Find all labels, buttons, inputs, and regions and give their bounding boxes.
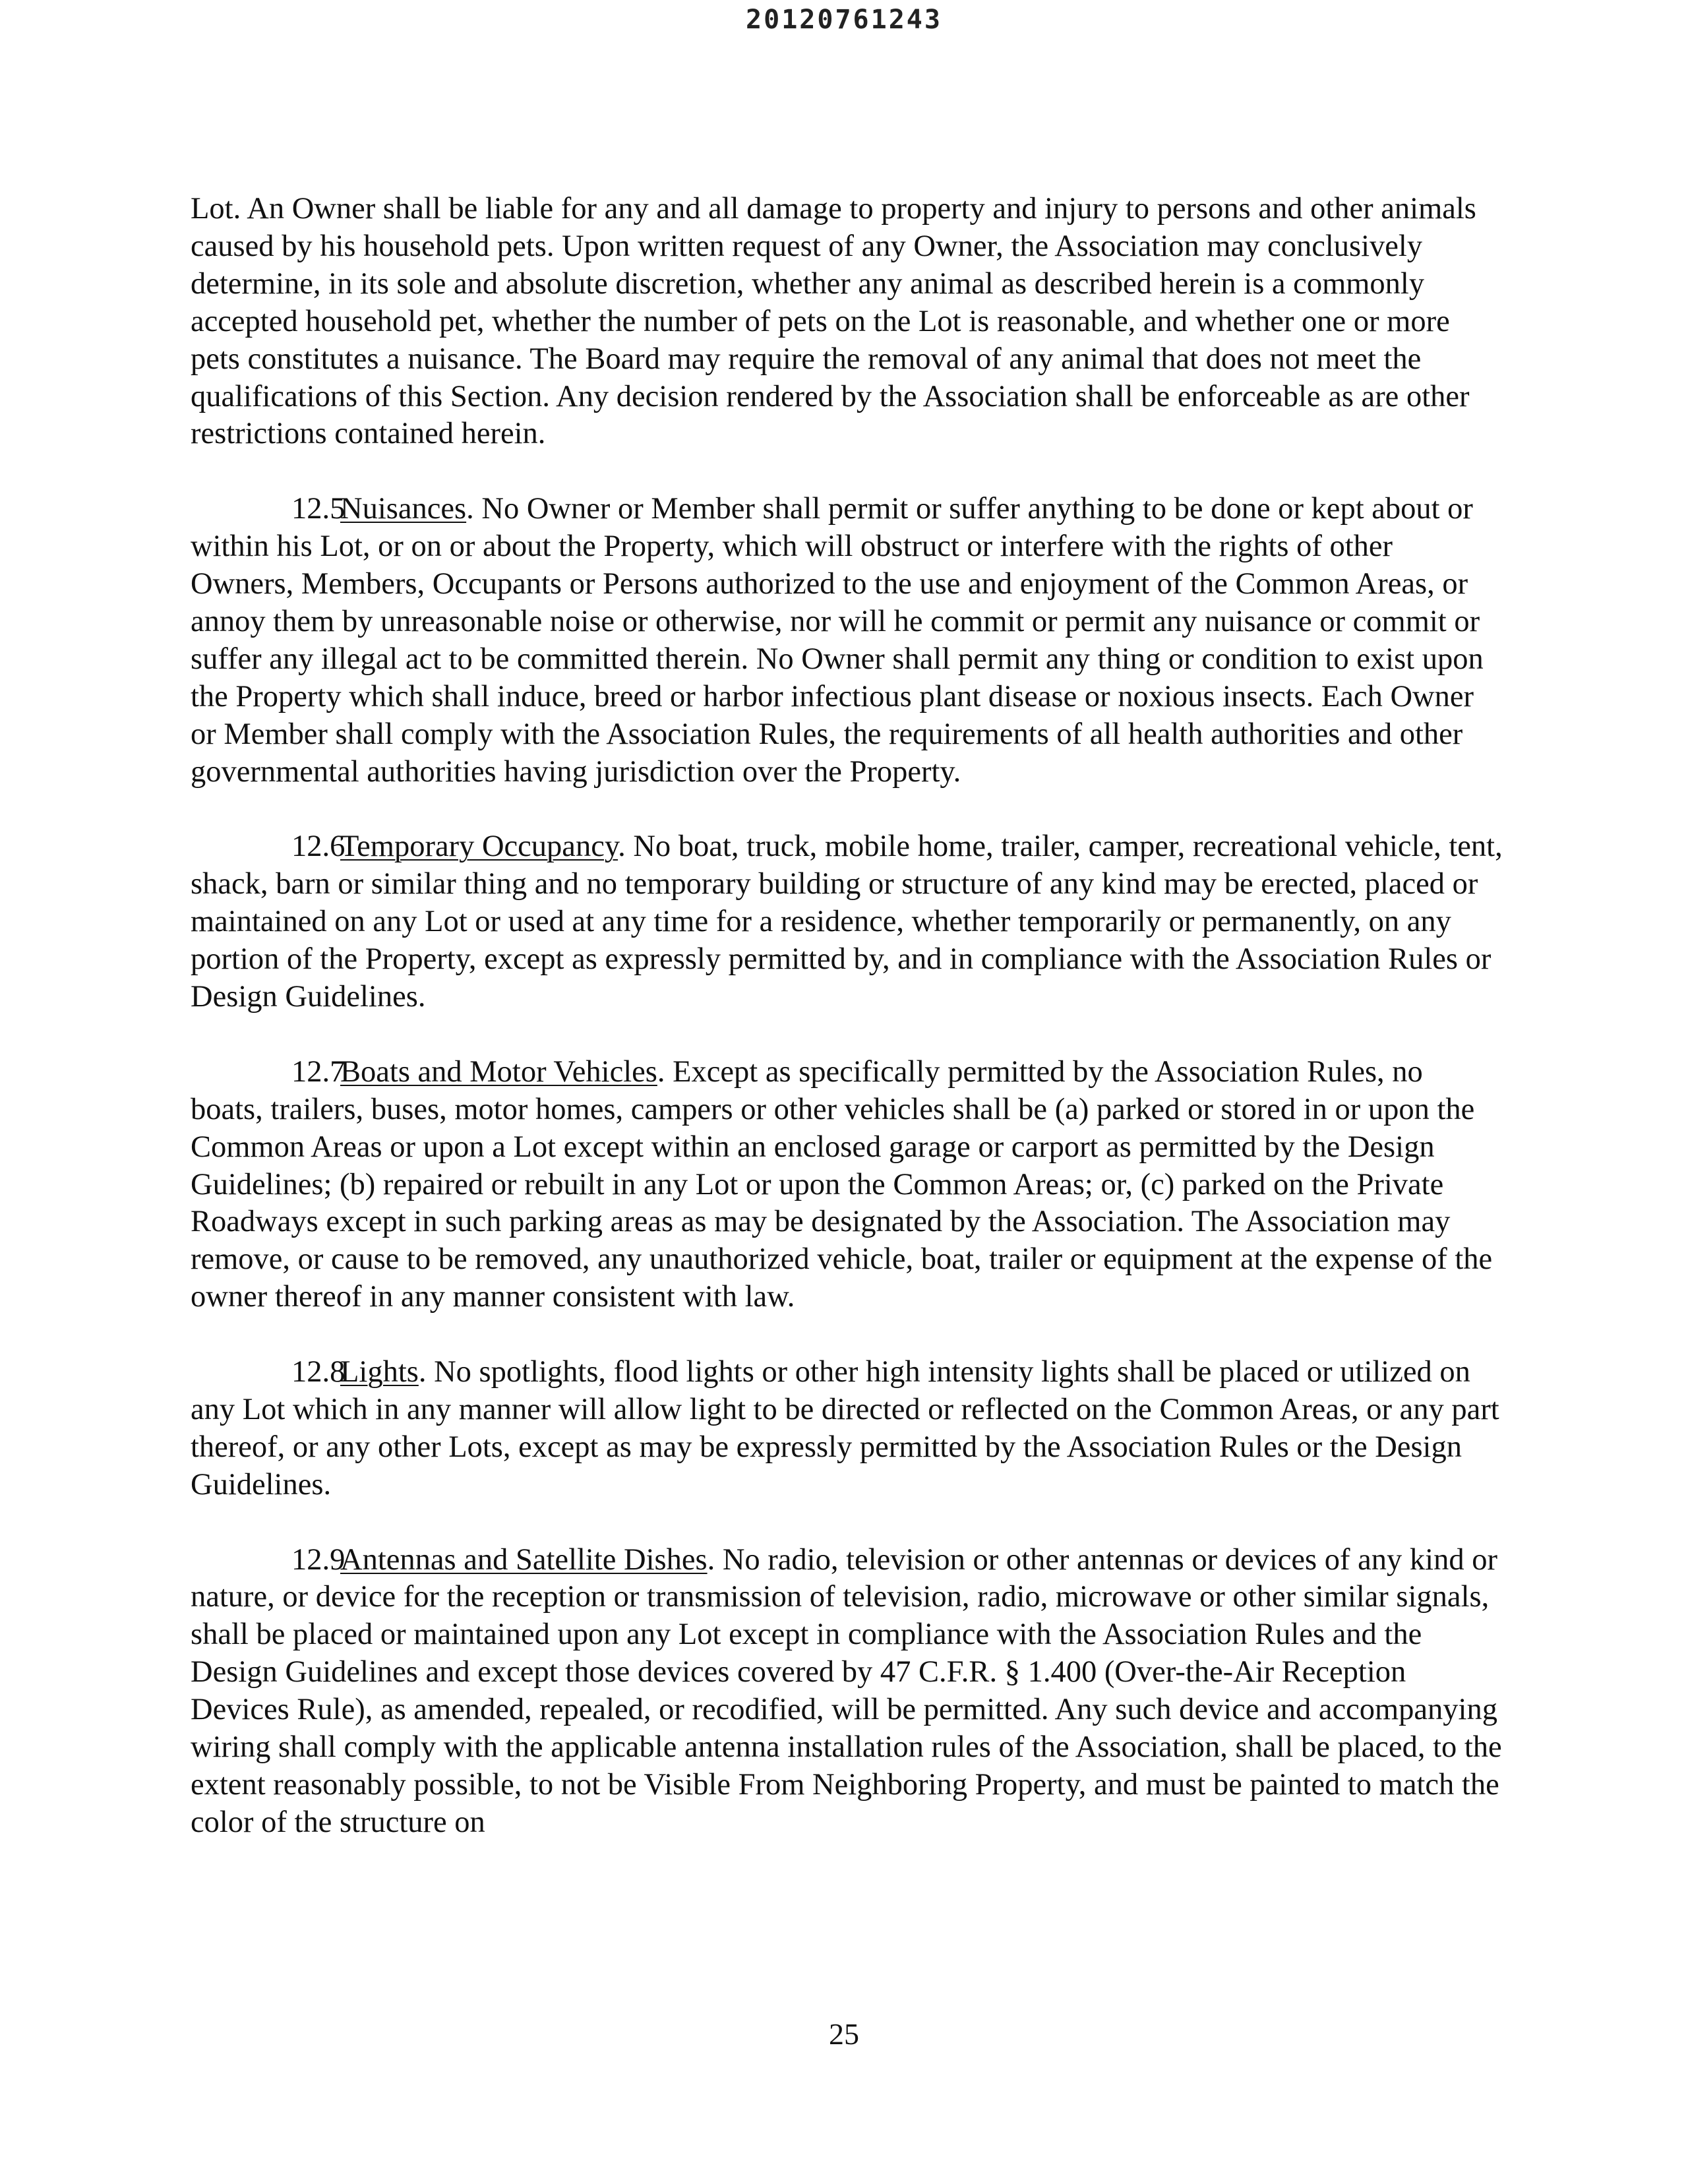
section-text: . No Owner or Member shall permit or suffer anything to be done or kept about or within his Lot, or on or about the Property, which will obstruct or interfere with the rights of other Owners, Members, Occupants or Persons authorized to the use and enjoyment of the Common Areas, or annoy them by unreasonable noise or otherwise, nor will he commit or permit any nuisance or commit or suffer any illegal act to be committed therein. No Owner shall permit any thing or condition to exist upon the Property which shall induce, breed or harbor infectious plant disease or noxious insects. Each Owner or Member shall comply with the Association Rules, the requirements of all health authorities and other governmental authorities having jurisdiction over the Property.: [191, 492, 1484, 789]
section-12-6-paragraph: [191, 828, 1503, 1016]
section-number: 12.9: [291, 1542, 346, 1577]
section-title-nuisances: Nuisances: [340, 492, 467, 526]
section-title-temporary-occupancy: Temporary Occupancy: [340, 830, 618, 864]
document-body: [191, 191, 1503, 1842]
section-text: . No radio, television or other antennas or devices of any kind or nature, or device for the reception or transmission of television, radio, microwave or other similar signals, shall be placed or maintained upon any Lot except in compliance with the Association Rules and the Design Guidelines and except those devices covered by 47 C.F.R. § 1.400 (Over-the-Air Reception Devices Rule), as amended, repealed, or recodified, will be permitted. Any such device and accompanying wiring shall comply with the applicable antenna installation rules of the Association, shall be placed, to the extent reasonably possible, to not be Visible From Neighboring Property, and must be painted to match the color of the structure on: [191, 1542, 1502, 1839]
section-text: . No boat, truck, mobile home, trailer, camper, recreational vehicle, tent, shack, barn or similar thing and no temporary building or structure of any kind may be erected, placed or maintained on any Lot or used at any time for a residence, whether temporarily or permanently, on any portion of the Property, except as expressly permitted by, and in compliance with the Association Rules or Design Guidelines.: [191, 830, 1503, 1014]
section-12-5-paragraph: [191, 491, 1503, 791]
section-title-boats-and-motor-vehicles: Boats and Motor Vehicles: [340, 1054, 657, 1089]
section-text: . Except as specifically permitted by the Association Rules, no boats, trailers, buses, motor homes, campers or other vehicles shall be (a) parked or stored in or upon the Common Areas or upon a Lot except within an enclosed garage or carport as permitted by the Design Guidelines; (b) repaired or rebuilt in any Lot or upon the Common Areas; or, (c) parked on the Private Roadways except in such parking areas as may be designated by the Association. The Association may remove, or cause to be removed, any unauthorized vehicle, boat, trailer or equipment at the expense of the owner thereof in any manner consistent with law.: [191, 1054, 1493, 1314]
section-number: 12.6: [291, 830, 346, 864]
document-number: 20120761243: [746, 5, 942, 35]
page-number: 25: [829, 2017, 859, 2051]
section-12-9-paragraph: [191, 1542, 1503, 1842]
section-number: 12.7: [291, 1054, 346, 1089]
section-number: 12.8: [291, 1355, 346, 1389]
section-number: 12.5: [291, 492, 346, 526]
intro-paragraph: Lot. An Owner shall be liable for any and all damage to property and injury to persons and other animals caused by his household pets. Upon written request of any Owner, the Association may conclusively determine, in its sole and absolute discretion, whether any animal as described herein is a commonly accepted household pet, whether the number of pets on the Lot is reasonable, and whether one or more pets constitutes a nuisance. The Board may require the removal of any animal that does not meet the qualifications of this Section. Any decision rendered by the Association shall be enforceable as are other restrictions contained herein.: [191, 192, 1476, 451]
section-text: . No spotlights, flood lights or other high intensity lights shall be placed or utilized on any Lot which in any manner will allow light to be directed or reflected on the Common Areas, or any part thereof, or any other Lots, except as may be expressly permitted by the Association Rules or the Design Guidelines.: [191, 1355, 1499, 1502]
section-12-7-paragraph: [191, 1054, 1503, 1316]
section-12-8-paragraph: [191, 1354, 1503, 1504]
section-title-lights: Lights: [340, 1355, 419, 1389]
section-title-antennas-and-satellite-dishes: Antennas and Satellite Dishes: [340, 1542, 708, 1577]
